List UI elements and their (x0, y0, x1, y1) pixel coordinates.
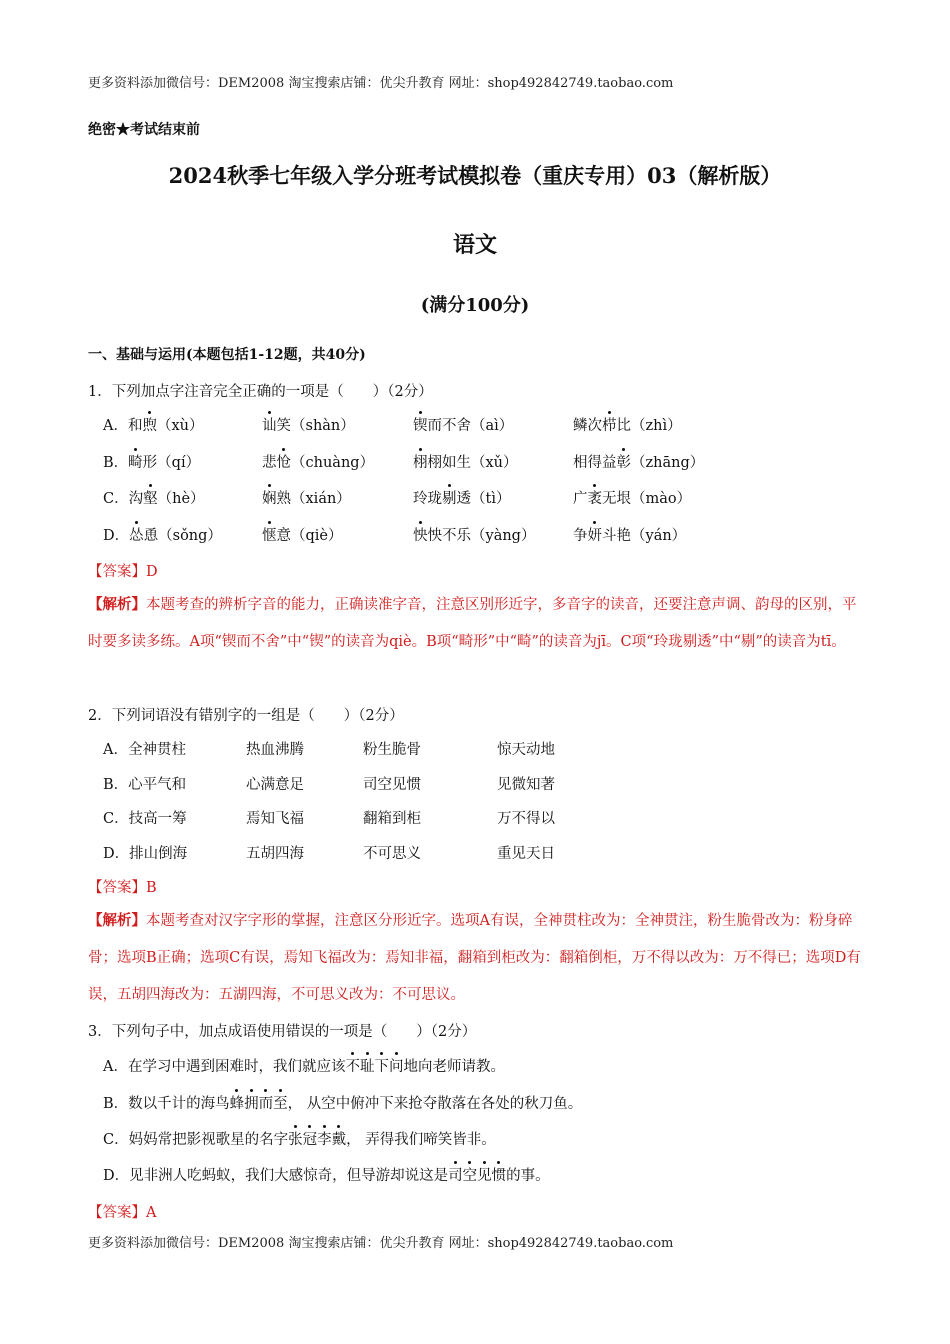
secret-label: 绝密★考试结束前 (88, 122, 200, 138)
q2-option-a-2: 热血沸腾 (246, 742, 304, 758)
q3-option-a: A．在学习中遇到困难时，我们就应该不耻下问地向老师请教。 (103, 1055, 505, 1076)
q2-option-a-1: A．全神贯柱 (103, 742, 186, 758)
q1-option-a-3: 锲而不舍（aì） (413, 414, 513, 435)
q2-option-c-1: C．技高一筹 (103, 811, 187, 827)
q1-option-d-1: D．怂恿（sǒng） (103, 524, 222, 545)
q2-option-b-3: 司空见惯 (363, 777, 421, 793)
section-heading: 一、基础与运用(本题包括1-12题，共40分) (88, 347, 366, 363)
q3-stem: 3．下列句子中，加点成语使用错误的一项是（ ）（2分） (88, 1024, 477, 1040)
q1-option-b-2: 悲怆（chuàng） (262, 451, 374, 472)
page-title: 2024秋季七年级入学分班考试模拟卷（重庆专用）03（解析版） (168, 163, 782, 188)
q2-stem: 2．下列词语没有错别字的一组是（ ）（2分） (88, 708, 404, 724)
subject-title: 语文 (452, 232, 497, 258)
q1-option-b-3: 栩栩如生（xǔ） (413, 451, 518, 472)
q1-option-d-2: 惬意（qiè） (262, 524, 343, 545)
q1-option-c-1: C．沟壑（hè） (103, 487, 205, 508)
footer-note: 更多资料添加微信号：DEM2008 淘宝搜索店铺：优尖升教育 网址：shop492842749.taobao.com (88, 1236, 674, 1251)
q1-explanation: 【解析】本题考查的辨析字音的能力，正确读准字音，注意区别形近字，多音字的读音，还要注意声调、韵母的区别，平时要多读多练。A项“锲而不舍”中“锲”的读音为qiè。B项“畸形”中“畸”的读音为jī。C项“玲珑剔透”中“剔”的读音为tī。 (88, 596, 857, 650)
q2-option-b-4: 见微知著 (497, 777, 555, 793)
q1-option-c-4: 广袤无垠（mào） (573, 487, 691, 508)
q2-option-c-4: 万不得以 (497, 811, 555, 827)
q2-explanation: 【解析】本题考查对汉字字形的掌握，注意区分形近字。选项A有误，全神贯柱改为：全神贯注，粉生脆骨改为：粉身碎骨；选项B正确；选项C有误，焉知飞福改为：焉知非福，翻箱到柜改为：翻箱倒柜，万不得以改为：万不得已；选项D有误，五胡四海改为：五湖四海，不可思义改为：不可思议。 (88, 912, 861, 1003)
q2-option-d-3: 不可思义 (363, 846, 421, 862)
q2-option-a-4: 惊天动地 (497, 742, 555, 758)
q2-option-d-2: 五胡四海 (246, 846, 304, 862)
q3-option-c: C．妈妈常把影视歌星的名字张冠李戴， 弄得我们啼笑皆非。 (103, 1128, 496, 1149)
q1-answer: 【答案】D (88, 564, 158, 580)
q2-option-b-1: B．心平气和 (103, 777, 187, 793)
q3-answer: 【答案】A (88, 1205, 157, 1221)
q2-option-d-4: 重见天日 (497, 846, 555, 862)
q2-option-d-1: D．排山倒海 (103, 846, 188, 862)
full-score: (满分100分) (420, 295, 530, 316)
q1-option-d-4: 争妍斗艳（yán） (573, 524, 686, 545)
q1-option-c-3: 玲珑剔透（tì） (413, 487, 510, 508)
q2-option-b-2: 心满意足 (246, 777, 304, 793)
q2-option-c-3: 翻箱到柜 (363, 811, 421, 827)
q2-option-c-2: 焉知飞福 (246, 811, 304, 827)
q2-answer: 【答案】B (88, 880, 157, 896)
q2-option-a-3: 粉生脆骨 (363, 742, 421, 758)
q3-option-b: B．数以千计的海鸟蜂拥而至， 从空中俯冲下来抢夺散落在各处的秋刀鱼。 (103, 1092, 582, 1113)
q1-option-b-1: B．畸形（qí） (103, 451, 200, 472)
q1-option-d-3: 怏怏不乐（yàng） (413, 524, 535, 545)
q1-option-c-2: 娴熟（xián） (262, 487, 351, 508)
q3-option-d: D．见非洲人吃蚂蚁，我们大感惊奇，但导游却说这是司空见惯的事。 (103, 1164, 550, 1185)
header-note: 更多资料添加微信号：DEM2008 淘宝搜索店铺：优尖升教育 网址：shop492842749.taobao.com (88, 76, 674, 91)
q1-option-a-2: 讪笑（shàn） (262, 414, 355, 435)
q1-option-b-4: 相得益彰（zhāng） (573, 451, 704, 472)
q1-option-a-4: 鳞次栉比（zhì） (573, 414, 682, 435)
q1-option-a-1: A．和煦（xù） (103, 414, 204, 435)
q1-stem: 1．下列加点字注音完全正确的一项是（ ）（2分） (88, 384, 433, 400)
